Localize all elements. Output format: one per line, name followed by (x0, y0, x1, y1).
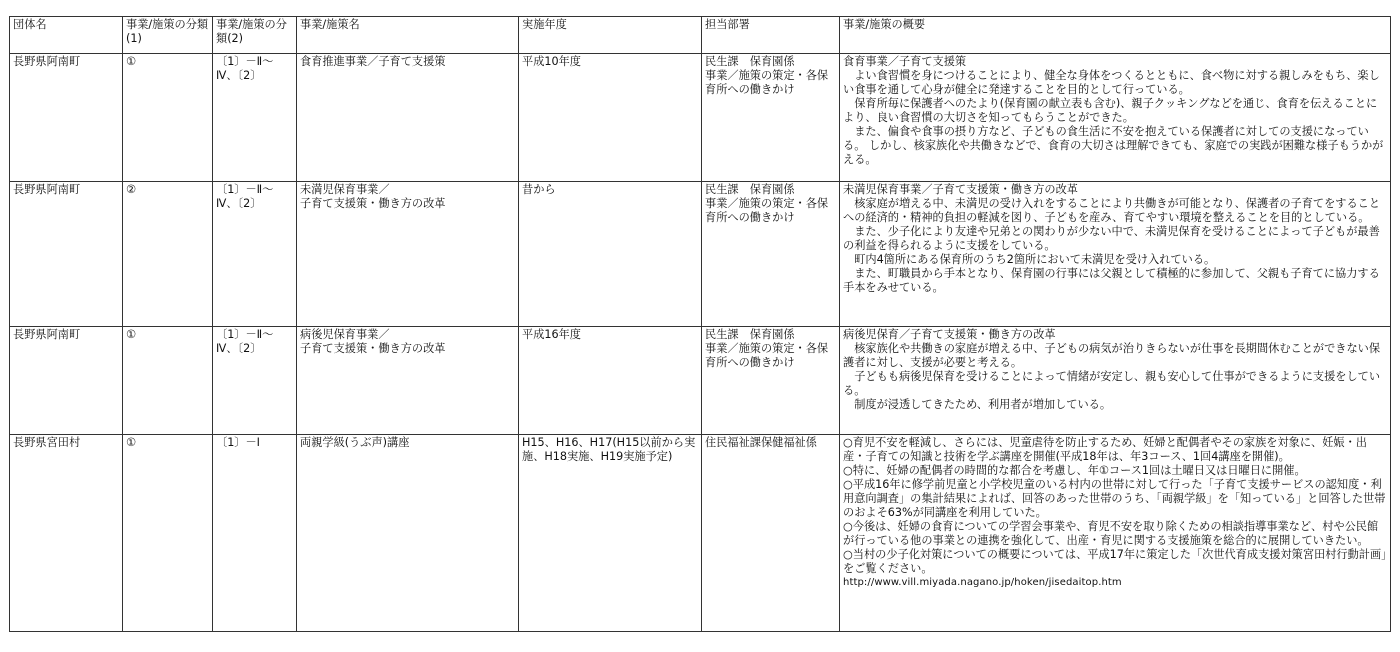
name-cell (297, 327, 519, 435)
department: 民生課 保育園係 事業／施策の策定・各保育所への働きかけ (705, 328, 829, 369)
summary-line: よい食習慣を身につけることにより、健全な身体をつくるとともに、食べ物に対する親しみをもち、楽しい食事を通して心身が健全に発達することを目的として行っている。 (843, 69, 1380, 96)
summary-line: また、町職員から手本となり、保育園の行事には父親として積極的に参加して、父親も子育てに協力する手本をみせている。 (843, 267, 1380, 294)
program-name: 未満児保育事業／ 子育て支援策・働き方の改革 (300, 183, 446, 210)
dept-cell (702, 435, 840, 632)
table-row (10, 327, 1391, 435)
dept-cell (702, 54, 840, 182)
org-cell: 長野県阿南町 (10, 54, 123, 182)
class1-cell: ① (123, 327, 213, 435)
class1-cell: ① (123, 54, 213, 182)
summary-line: ○今後は、妊婦の食育についての学習会事業や、育児不安を取り除くための相談指導事業など、村や公民館が行っている他の事業との連携を強化して、出産・育児に関する支援施策を総合的に展開していきたい。 (843, 520, 1379, 547)
summary-line: 病後児保育／子育て支援策・働き方の改革 (843, 328, 1056, 341)
year-cell: 平成16年度 (519, 327, 702, 435)
class2-cell: 〔1〕－Ⅰ (213, 435, 297, 632)
year-cell: H15、H16、H17(H15以前から実施、H18実施、H19実施予定) (519, 435, 702, 632)
summary-line: 保育所毎に保護者へのたより(保育園の献立表も含む)、親子クッキングなどを通じ、食育を伝えることにより、良い食習慣の大切さを知ってもらうことができた。 (843, 97, 1378, 124)
class1-cell: ② (123, 182, 213, 327)
header-org: 団体名 (10, 17, 123, 54)
summary-line: ○特に、妊婦の配偶者の時間的な都合を考慮し、年①コース1回は土曜日又は日曜日に開催。 (843, 464, 1306, 477)
header-summary: 事業/施策の概要 (840, 17, 1391, 54)
reference-url[interactable]: http://www.vill.miyada.nagano.jp/hoken/jisedaitop.htm (843, 577, 1122, 588)
year-cell: 平成10年度 (519, 54, 702, 182)
dept-cell (702, 327, 840, 435)
table-row (10, 182, 1391, 327)
program-name: 両親学級(うぶ声)講座 (300, 436, 410, 449)
name-cell (297, 435, 519, 632)
header-dept: 担当部署 (702, 17, 840, 54)
summary-line: また、偏食や食事の摂り方など、子どもの食生活に不安を抱えている保護者に対しての支援になっている。 しかし、核家族化や共働きなどで、食育の大切さは理解できても、家庭での実践が困難な様子もうかがえる。 (843, 125, 1384, 166)
summary-cell (840, 182, 1391, 327)
class2-cell: 〔1〕－Ⅱ～Ⅳ、〔2〕 (213, 54, 297, 182)
name-cell (297, 54, 519, 182)
table-row (10, 435, 1391, 632)
class1-cell: ① (123, 435, 213, 632)
header-name: 事業/施策名 (297, 17, 519, 54)
summary-line: 未満児保育事業／子育て支援策・働き方の改革 (843, 183, 1078, 196)
table-row (10, 54, 1391, 182)
org-cell: 長野県阿南町 (10, 327, 123, 435)
summary-cell (840, 435, 1391, 632)
summary-line: 子どもも病後児保育を受けることによって情緒が安定し、親も安心して仕事ができるように支援をしている。 (843, 370, 1381, 397)
summary-line: 町内4箇所にある保育所のうち2箇所において未満児を受け入れている。 (843, 253, 1216, 266)
department: 住民福祉課保健福祉係 (705, 436, 817, 449)
summary-cell (840, 327, 1391, 435)
summary-line: 核家庭が増える中、未満児の受け入れをすることにより共働きが可能となり、保護者の子育てをすることへの経済的・精神的負担の軽減を図り、子どもを産み、育てやすい環境を整えることを目的としている。 (843, 197, 1381, 224)
org-cell: 長野県阿南町 (10, 182, 123, 327)
name-cell (297, 182, 519, 327)
dept-cell (702, 182, 840, 327)
org-cell: 長野県宮田村 (10, 435, 123, 632)
class2-cell: 〔1〕－Ⅱ～Ⅳ、〔2〕 (213, 327, 297, 435)
summary-line: ○平成16年に修学前児童と小学校児童のいる村内の世帯に対して行った「子育て支援サービスの認知度・利用意向調査」の集計結果によれば、回答のあった世帯のうち、「両親学級」を「知っている」と回答した世帯のおよそ63%が同講座を利用していた。 (843, 478, 1386, 519)
summary-line: ○育児不安を軽減し、さらには、児童虐待を防止するため、妊婦と配偶者やその家族を対象に、妊娠・出産・子育ての知識と技術を学ぶ講座を開催(平成18年は、年3コース、1回4講座を開催)。 (843, 436, 1367, 463)
year-cell: 昔から (519, 182, 702, 327)
header-row (10, 17, 1391, 54)
header-class1: 事業/施策の分類(1) (123, 17, 213, 54)
department: 民生課 保育園係 事業／施策の策定・各保育所への働きかけ (705, 55, 829, 96)
header-class2: 事業/施策の分類(2) (213, 17, 297, 54)
summary-line: また、少子化により友達や兄弟との関わりが少ない中で、未満児保育を受けることによって子どもが最善の利益を得られるように支援をしている。 (843, 225, 1380, 252)
summary-line: 核家族化や共働きの家庭が増える中、子どもの病気が治りきらないが仕事を長期間休むことができない保護者に対し、支援が必要と考える。 (843, 342, 1381, 369)
class2-cell: 〔1〕－Ⅱ～Ⅳ、〔2〕 (213, 182, 297, 327)
header-year: 実施年度 (519, 17, 702, 54)
program-name: 病後児保育事業／ 子育て支援策・働き方の改革 (300, 328, 446, 355)
department: 民生課 保育園係 事業／施策の策定・各保育所への働きかけ (705, 183, 829, 224)
summary-line: 食育事業／子育て支援策 (843, 55, 967, 68)
program-name: 食育推進事業／子育て支援策 (300, 55, 446, 68)
summary-cell (840, 54, 1391, 182)
summary-line: ○当村の少子化対策についての概要については、平成17年に策定した「次世代育成支援対策宮田村行動計画」をご覧ください。 (843, 548, 1387, 575)
summary-line: 制度が浸透してきたため、利用者が増加している。 (843, 398, 1112, 411)
program-table (9, 16, 1391, 632)
